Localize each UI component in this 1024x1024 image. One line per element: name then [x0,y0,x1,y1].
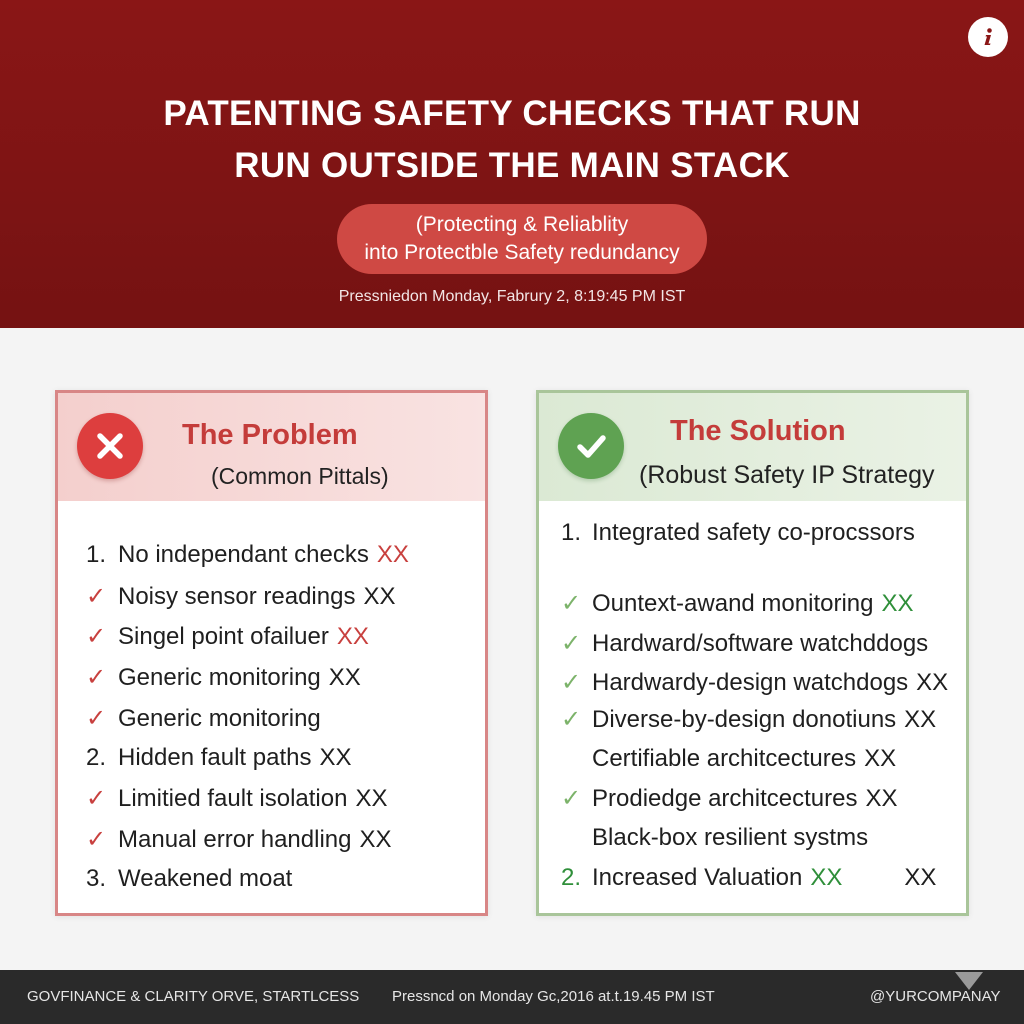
solution-card-header [539,393,966,501]
pill-line-1: (Protecting & Reliablity [415,213,629,236]
checkmark-icon: ✓ [561,630,582,657]
problem-item-text: Limitied fault isolation [118,784,348,812]
solution-subtitle: (Robust Safety IP Strategy [639,461,935,489]
checkmark-icon: ✓ [561,590,582,617]
header-banner [0,0,1024,328]
problem-item-text: No independant checks [118,541,369,568]
footer-center-text: Pressncd on Monday Gc,2016 at.t.19.45 PM IST [392,988,715,1005]
page-title [0,88,1024,192]
solution-title: The Solution [670,415,846,447]
problem-list-item [86,582,395,611]
problem-item-text: Hidden fault paths [118,744,312,771]
problem-title: The Problem [182,419,358,451]
xx-mark: XX [359,825,392,853]
checkmark-icon: ✓ [86,623,107,650]
problem-list-item [86,865,292,893]
checkmark-icon: ✓ [86,583,107,610]
solution-card [536,390,969,916]
problem-list-item [86,784,387,813]
problem-item-text: Noisy sensor readings [118,582,356,610]
problem-list-item [86,825,392,854]
problem-list-item [86,663,361,692]
solution-list-item [561,629,928,658]
xx-mark: XX [319,744,352,771]
xx-mark: XX [355,784,388,812]
footer-handle: @YURCOMPANAY [870,988,1001,1005]
xx-mark: XX [881,589,914,617]
presented-timestamp: Pressniedon Monday, Fabrury 2, 8:19:45 PM IST [338,288,686,305]
info-icon [977,26,999,48]
xx-mark: XX [336,622,369,650]
problem-card [55,390,488,916]
checkmark-icon: ✓ [86,785,107,812]
xx-mark: XX [376,541,409,568]
problem-list-item [86,744,351,772]
checkmark-icon: ✓ [561,669,582,696]
solution-item-text: Ountext-awand monitoring [592,589,874,617]
solution-list-item [561,519,915,547]
subtitle-pill [337,204,707,274]
solution-item-text: Integrated safety co-procssors [592,519,915,546]
corner-fold-icon [955,972,983,990]
list-marker: 2. [86,744,107,771]
solution-list-item [561,705,936,734]
solution-item-text: Hardwardy-design watchdogs [592,668,909,696]
checkmark-icon: ✓ [86,664,107,691]
xx-mark: XX [904,705,937,733]
xx-mark: XX [363,582,396,610]
solution-list-item [561,745,896,773]
footer-left-text: GOVFINANCE & CLARITY ORVE, STARTLCESS [27,988,360,1005]
problem-list-item [86,704,321,733]
solution-item-text: Certifiable architcectures [592,745,857,772]
footer-bar [0,970,1024,1024]
solution-list-item [561,824,868,852]
checkmark-icon: ✓ [86,826,107,853]
problem-item-text: Manual error handling [118,825,352,853]
x-circle-icon [77,413,143,479]
checkmark-icon: ✓ [86,705,107,732]
title-line-2: RUN OUTSIDE THE MAIN STACK [234,146,790,185]
problem-item-text: Singel point ofailuer [118,622,329,650]
problem-list-item [86,541,409,569]
solution-item-text: Diverse-by-design donotiuns [592,705,897,733]
checkmark-icon: ✓ [561,706,582,733]
problem-item-text: Generic monitoring [118,663,321,691]
pill-line-2: into Protectble Safety redundancy [364,241,680,264]
problem-item-text: Weakened moat [118,865,293,892]
problem-item-text: Generic monitoring [118,704,321,732]
checkmark-icon: ✓ [561,785,582,812]
solution-list-item [561,864,936,892]
solution-item-text: Increased Valuation [592,864,803,891]
list-marker: 3. [86,865,107,892]
solution-item-text: Black-box resilient systms [592,824,869,851]
info-button[interactable] [968,17,1008,57]
xx-mark: XX [916,668,949,696]
xx-mark: XX [810,864,843,891]
solution-list-item [561,784,898,813]
xx-mark: XX [904,864,937,891]
xx-mark: XX [865,784,898,812]
solution-list-item [561,589,914,618]
xx-mark: XX [328,663,361,691]
title-line-1: PATENTING SAFETY CHECKS THAT RUN [163,94,861,133]
xx-mark: XX [864,745,897,772]
solution-list-item [561,668,948,697]
check-circle-icon [558,413,624,479]
list-marker: 1. [86,541,107,568]
list-marker: 2. [561,864,582,891]
solution-item-text: Hardward/software watchddogs [592,629,929,657]
list-marker: 1. [561,519,582,546]
problem-list-item [86,622,369,651]
problem-subtitle: (Common Pittals) [211,463,389,489]
problem-card-header [58,393,485,501]
solution-item-text: Prodiedge architcectures [592,784,858,812]
